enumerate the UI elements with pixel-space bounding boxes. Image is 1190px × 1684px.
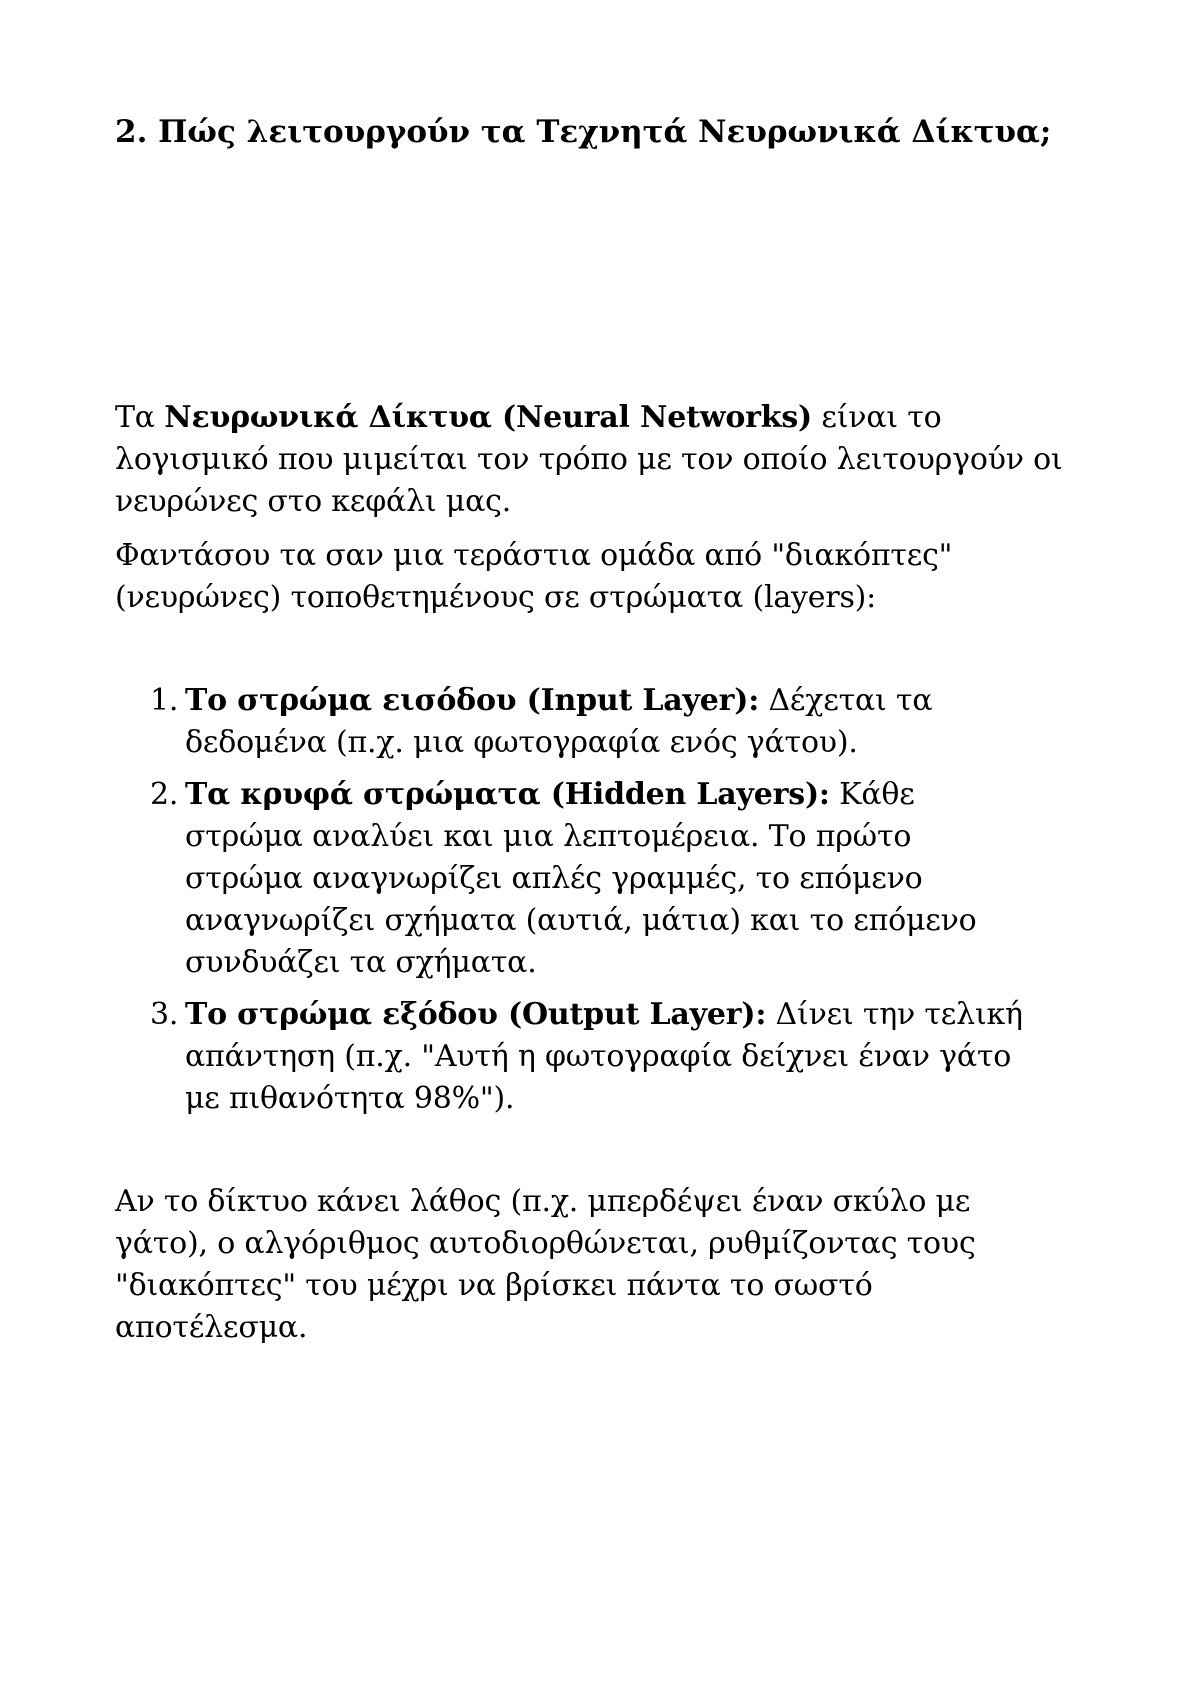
list-item-output-layer <box>150 994 1030 1120</box>
intro-suffix: είναι το λογισμικό που μιμείται τον τρόπο με τον οποίο λειτουργούν οι νευρώνες στο κεφάλι μας. <box>115 400 1063 519</box>
layers-list <box>150 680 1030 1130</box>
list-item-title: Τα κρυφά στρώματα (Hidden Layers): <box>185 777 830 812</box>
section-heading: 2. Πώς λειτουργούν τα Τεχνητά Νευρωνικά Δίκτυα; <box>115 114 1052 150</box>
list-item-title: Το στρώμα εισόδου (Input Layer): <box>185 683 760 718</box>
intro-prefix: Τα <box>115 400 165 435</box>
list-item-text: Δίνει την τελική απάντηση (π.χ. "Αυτή η φωτογραφία δείχνει έναν γάτο με πιθανότητα 98%"). <box>185 997 1023 1116</box>
list-item-number: 1. <box>150 683 179 718</box>
list-item-input-layer <box>150 680 1030 764</box>
conclusion-paragraph: Αν το δίκτυο κάνει λάθος (π.χ. μπερδέψει έναν σκύλο με γάτο), ο αλγόριθμος αυτοδιορθώνεται, ρυθμίζοντας τους "διακόπτες" του μέχρι να βρίσκει πάντα το σωστό αποτέλεσμα. <box>115 1184 976 1345</box>
list-item-number: 2. <box>150 777 179 812</box>
list-item-number: 3. <box>150 997 179 1032</box>
list-item-text: Κάθε στρώμα αναλύει και μια λεπτομέρεια. Το πρώτο στρώμα αναγνωρίζει απλές γραμμές, το επόμενο αναγνωρίζει σχήματα (αυτιά, μάτια) και το επόμενο συνδυάζει τα σχήματα. <box>185 777 977 980</box>
intro-paragraph <box>115 397 1075 523</box>
list-item-hidden-layers <box>150 774 1030 984</box>
list-item-text: Δέχεται τα δεδομένα (π.χ. μια φωτογραφία ενός γάτου). <box>185 683 933 760</box>
imagine-paragraph: Φαντάσου τα σαν μια τεράστια ομάδα από "διακόπτες" (νευρώνες) τοποθετημένους σε στρώματα (layers): <box>115 538 953 615</box>
intro-term: Νευρωνικά Δίκτυα (Neural Networks) <box>164 400 813 435</box>
list-item-title: Το στρώμα εξόδου (Output Layer): <box>185 997 767 1032</box>
